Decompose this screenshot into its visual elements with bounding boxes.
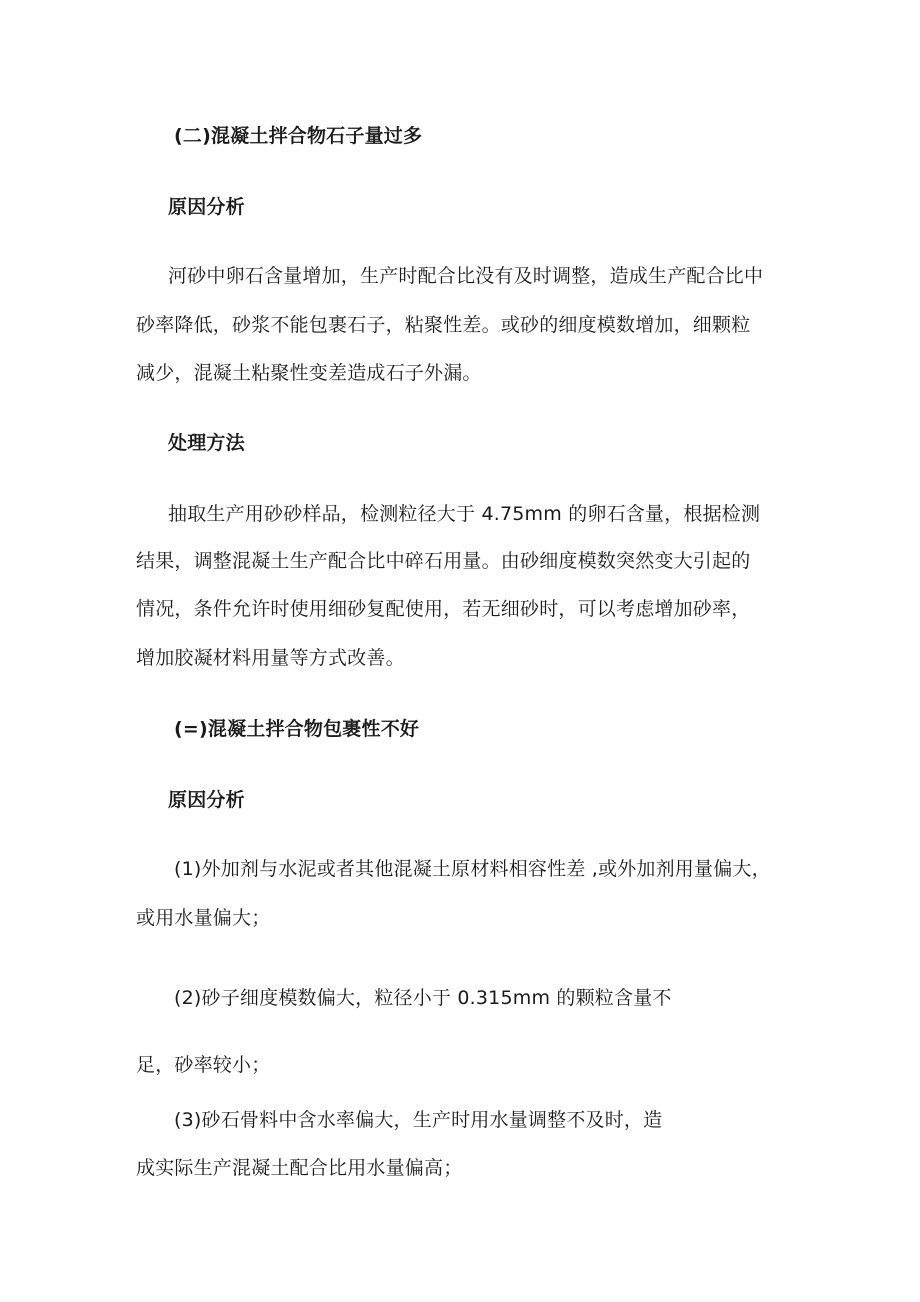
section-heading-2: (二)混凝土拌合物石子量过多 [174,125,423,147]
method-paragraph-line-2: 结果，调整混凝土生产配合比中碎石用量。由砂细度模数突然变大引起的 [136,550,751,572]
treatment-method-title: 处理方法 [168,432,245,454]
section-heading-3: (=)混凝土拌合物包裹性不好 [174,718,420,740]
item-2-line-2: 足，砂率较小； [136,1054,271,1076]
item-2-line-1: (2)砂子细度模数偏大，粒径小于 0.315mm 的颗粒含量不 [174,987,672,1009]
item-1-line-1: (1)外加剂与水泥或者其他混凝土原材料相容性差 ,或外加剂用量偏大， [174,858,771,880]
cause-paragraph-line-2: 砂率降低，砂浆不能包裹石子，粘聚性差。或砂的细度模数增加，细颗粒 [136,314,751,336]
cause-analysis-title-2: 原因分析 [168,789,245,811]
item-3-line-2: 成实际生产混凝土配合比用水量偏高； [136,1157,463,1179]
method-paragraph-line-4: 增加胶凝材料用量等方式改善。 [136,647,405,669]
cause-paragraph-line-1: 河砂中卵石含量增加，生产时配合比没有及时调整，造成生产配合比中 [168,265,764,287]
method-paragraph-line-3: 情况，条件允许时使用细砂复配使用，若无细砂时，可以考虑增加砂率， [136,598,751,620]
cause-paragraph-line-3: 减少，混凝土粘聚性变差造成石子外漏。 [136,362,482,384]
cause-analysis-title: 原因分析 [168,196,245,218]
item-1-line-2: 或用水量偏大； [136,907,271,929]
item-3-line-1: (3)砂石骨料中含水率偏大，生产时用水量调整不及时，造 [174,1109,663,1131]
method-paragraph-line-1: 抽取生产用砂砂样品，检测粒径大于 4.75mm 的卵石含量，根据检测 [168,503,761,525]
